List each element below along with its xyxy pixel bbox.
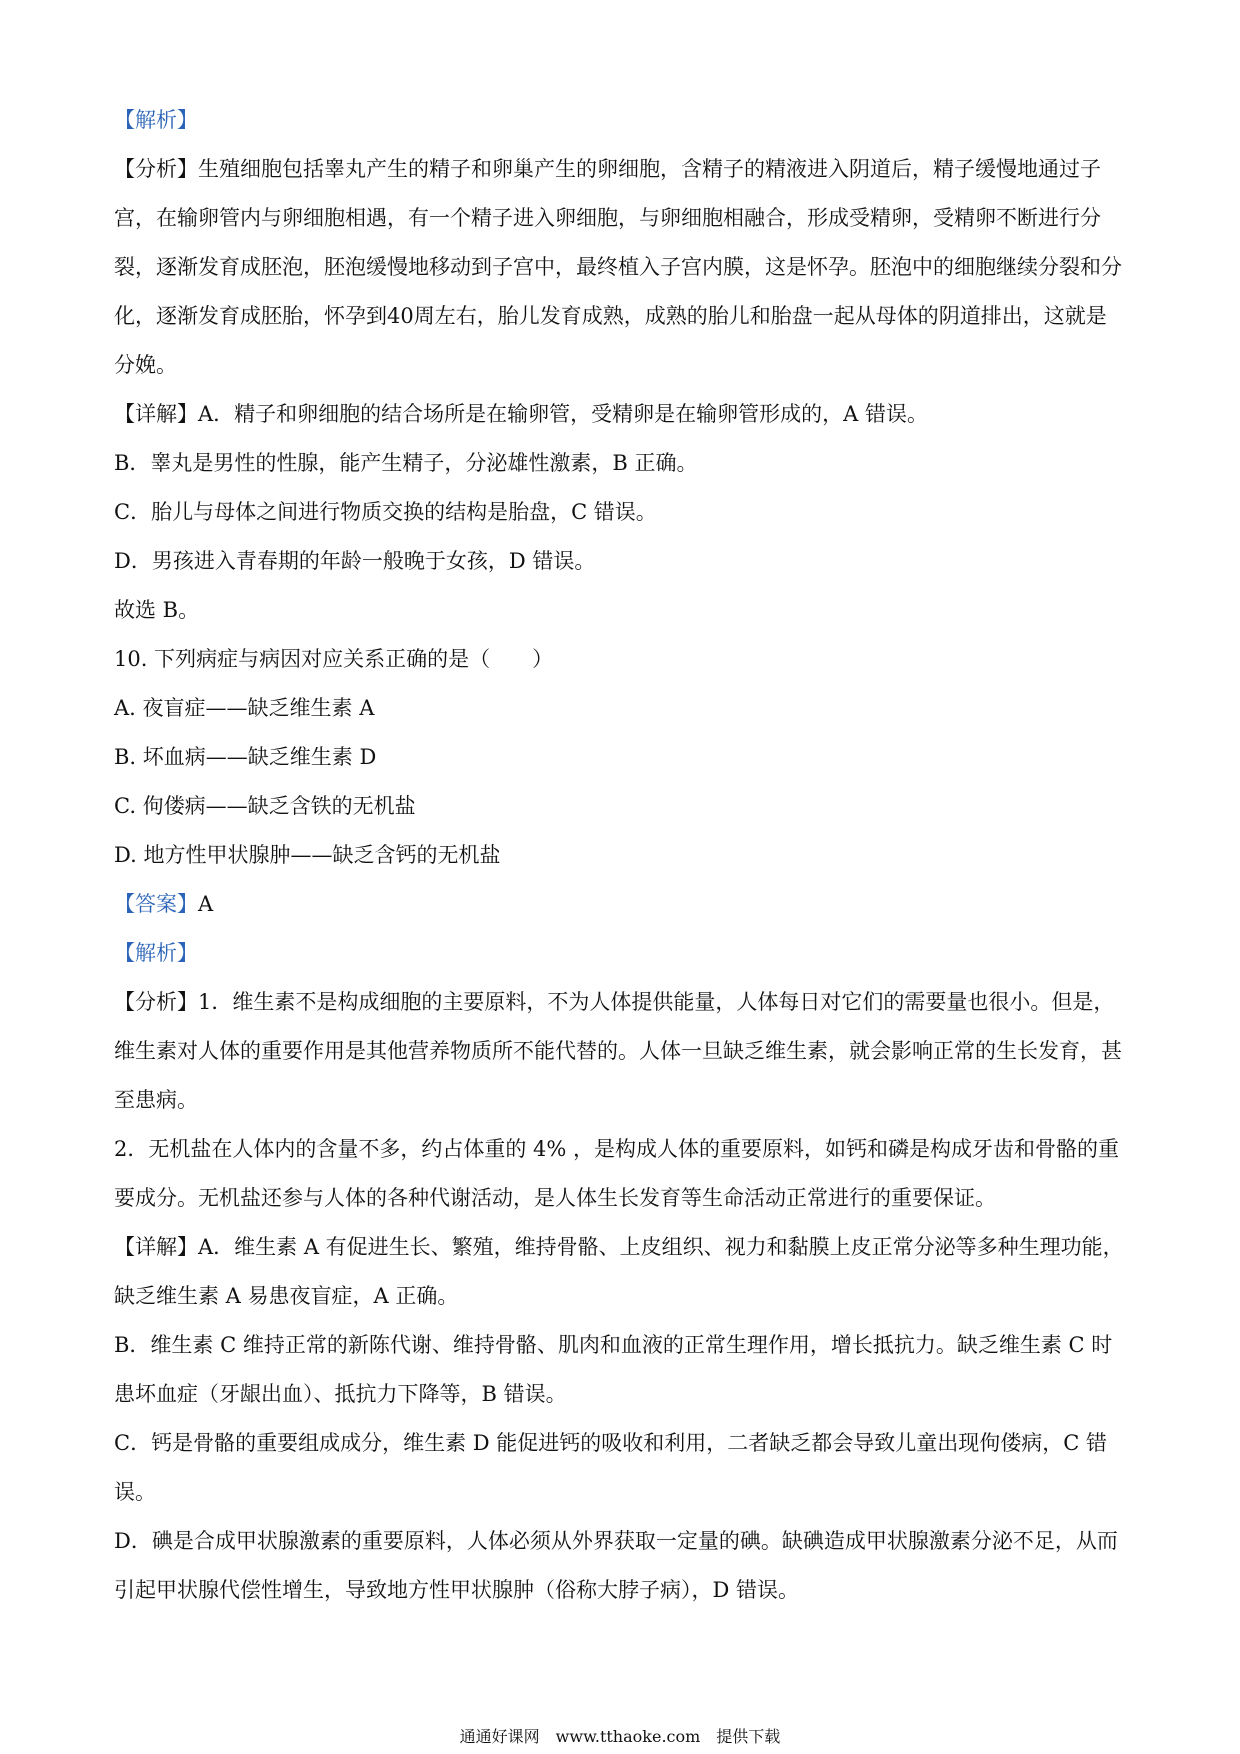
- option-c: C. 佝偻病——缺乏含铁的无机盐: [114, 794, 416, 818]
- answer-label: 【答案】: [114, 892, 198, 916]
- detail-d: D．男孩进入青春期的年龄一般晚于女孩，D 错误。: [114, 549, 596, 573]
- conclusion: 故选 B。: [114, 598, 200, 622]
- option-a: A. 夜盲症——缺乏维生素 A: [114, 696, 375, 720]
- analysis-paragraph: 【分析】生殖细胞包括睾丸产生的精子和卵巢产生的卵细胞，含精子的精液进入阴道后，精子缓慢地通过子宫，在输卵管内与卵细胞相遇，有一个精子进入卵细胞，与卵细胞相融合，形成受精卵，受精卵不断进行分裂，逐渐发育成胚泡，胚泡缓慢地移动到子宫中，最终植入子宫内膜，这是怀孕。胚泡中的细胞继续分裂和分化，逐渐发育成胚胎，怀孕到40周左右，胎儿发育成熟，成熟的胎儿和胎盘一起从母体的阴道排出，这就是分娩。: [114, 157, 1122, 377]
- option-b: B. 坏血病——缺乏维生素 D: [114, 745, 377, 769]
- detail-paragraph-b: B．维生素 C 维持正常的新陈代谢、维持骨骼、肌肉和血液的正常生理作用，增长抵抗力。缺乏维生素 C 时患坏血症（牙龈出血）、抵抗力下降等，B 错误。: [114, 1333, 1113, 1406]
- detail-paragraph-a: 【详解】A．维生素 A 有促进生长、繁殖，维持骨骼、上皮组织、视力和黏膜上皮正常分泌等多种生理功能，缺乏维生素 A 易患夜盲症，A 正确。: [114, 1235, 1124, 1308]
- option-d: D. 地方性甲状腺肿——缺乏含钙的无机盐: [114, 843, 501, 867]
- detail-paragraph-d: D．碘是合成甲状腺激素的重要原料，人体必须从外界获取一定量的碘。缺碘造成甲状腺激素分泌不足，从而引起甲状腺代偿性增生，导致地方性甲状腺肿（俗称大脖子病），D 错误。: [114, 1529, 1118, 1602]
- detail-c: C．胎儿与母体之间进行物质交换的结构是胎盘，C 错误。: [114, 500, 657, 524]
- jiexi-heading: 【解析】: [114, 108, 198, 132]
- detail-paragraph-c: C．钙是骨骼的重要组成成分，维生素 D 能促进钙的吸收和利用，二者缺乏都会导致儿童出现佝偻病，C 错误。: [114, 1431, 1107, 1504]
- question-10-stem: 10. 下列病症与病因对应关系正确的是（ ）: [114, 647, 554, 671]
- analysis-paragraph-2: 2．无机盐在人体内的含量不多，约占体重的 4% ，是构成人体的重要原料，如钙和磷是构成牙齿和骨骼的重要成分。无机盐还参与人体的各种代谢活动，是人体生长发育等生命活动正常进行的重要保证。: [114, 1137, 1120, 1210]
- detail-a: 【详解】A．精子和卵细胞的结合场所是在输卵管，受精卵是在输卵管形成的，A 错误。: [114, 402, 929, 426]
- analysis-paragraph-1: 【分析】1．维生素不是构成细胞的主要原料，不为人体提供能量，人体每日对它们的需要量也很小。但是，维生素对人体的重要作用是其他营养物质所不能代替的。人体一旦缺乏维生素，就会影响正常的生长发育，甚至患病。: [114, 990, 1122, 1112]
- jiexi-heading-2: 【解析】: [114, 941, 198, 965]
- page-footer: 通通好课网 www.tthaoke.com 提供下载: [459, 1727, 781, 1746]
- answer-value: A: [198, 892, 214, 916]
- answer-line: [114, 880, 1126, 929]
- detail-b: B．睾丸是男性的性腺，能产生精子，分泌雄性激素，B 正确。: [114, 451, 698, 475]
- document-body: [114, 96, 1126, 1615]
